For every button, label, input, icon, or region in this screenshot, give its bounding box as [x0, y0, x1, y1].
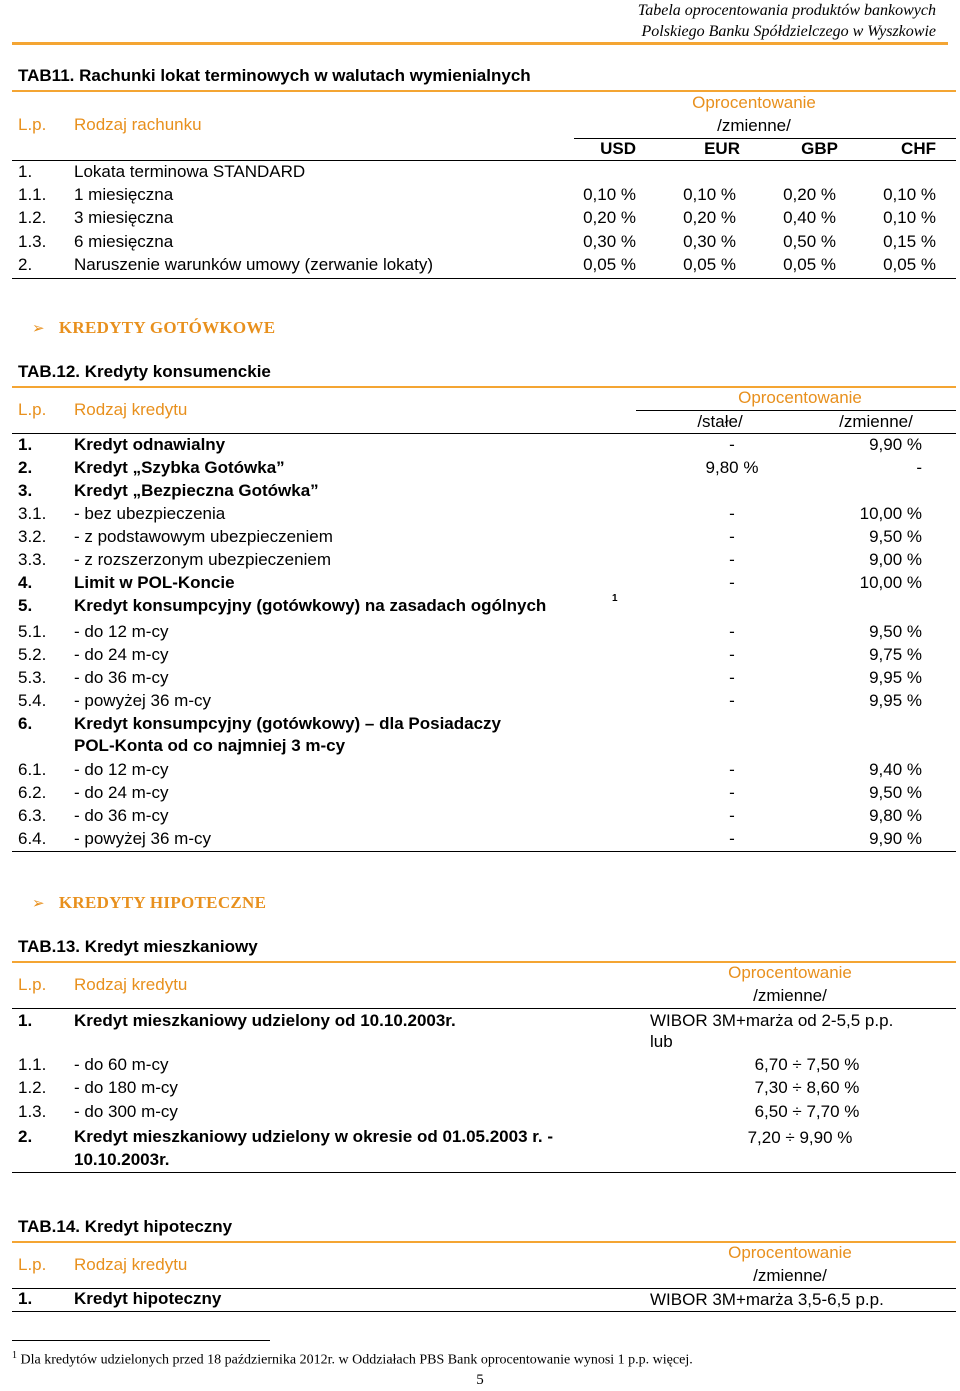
- tab13-r2-name2: 10.10.2003r.: [74, 1150, 170, 1169]
- tab14-bottom-rule: [12, 1311, 956, 1312]
- table-row: [12, 645, 956, 668]
- table-row: [12, 1078, 956, 1101]
- rate-variable: 9,40 %: [869, 760, 922, 779]
- table-row: [12, 691, 956, 714]
- row-name: - do 12 m-cy: [74, 622, 169, 641]
- tab13-r1-val: WIBOR 3M+marża od 2-5,5 p.p.: [650, 1011, 894, 1030]
- rate-eur: 0,30 %: [683, 232, 736, 251]
- rate-variable: 9,95 %: [869, 668, 922, 687]
- row-lp: 5.: [18, 596, 33, 615]
- section-kredyty-gotowkowe: [32, 318, 275, 338]
- rate-variable: 9,95 %: [869, 691, 922, 710]
- currency-eur: EUR: [704, 139, 740, 158]
- rate-variable: 10,00 %: [859, 573, 922, 592]
- row-name: Lokata terminowa STANDARD: [74, 162, 306, 181]
- row-name: Kredyt konsumpcyjny (gotówkowy) na zasadach ogólnych: [74, 596, 547, 615]
- table-row: [12, 573, 956, 596]
- row-lp: 4.: [18, 573, 33, 592]
- row-rate: 6,50 ÷ 7,70 %: [754, 1102, 860, 1121]
- table-row: [12, 527, 956, 550]
- rate-variable: 9,80 %: [869, 806, 922, 825]
- row-name: 1 miesięczna: [74, 185, 174, 204]
- tab13-col-lp: L.p.: [18, 975, 47, 994]
- tab14-col-name: Rodzaj kredytu: [74, 1255, 188, 1274]
- rate-variable: 10,00 %: [859, 504, 922, 523]
- row-rate: 6,70 ÷ 7,50 %: [754, 1055, 860, 1074]
- rate-gbp: 0,05 %: [783, 255, 836, 274]
- rate-gbp: 0,20 %: [783, 185, 836, 204]
- rate-fixed: -: [729, 550, 735, 569]
- row-lp: 2.: [18, 255, 33, 274]
- row-lp: 3.3.: [18, 550, 47, 569]
- tab14-r1-name: Kredyt hipoteczny: [74, 1289, 222, 1308]
- tab11-top-rule: [12, 90, 956, 92]
- tab12-col-lp: L.p.: [18, 400, 47, 419]
- tab14-r1-val: WIBOR 3M+marża 3,5-6,5 p.p.: [650, 1290, 884, 1309]
- tab13-col-rate-sub: /zmienne/: [753, 986, 827, 1005]
- table-row: [12, 504, 956, 527]
- row-lp: 5.1.: [18, 622, 47, 641]
- rate-variable: 9,90 %: [869, 435, 922, 454]
- tab11-title: TAB11. Rachunki lokat terminowych w walutach wymienialnych: [18, 66, 531, 85]
- rate-variable: 9,50 %: [869, 527, 922, 546]
- page-number: 5: [476, 1372, 484, 1388]
- tab14-r1-lp: 1.: [18, 1289, 33, 1308]
- tab11-col-lp: L.p.: [18, 115, 47, 134]
- row-name: - do 24 m-cy: [74, 783, 169, 802]
- row-name: - do 12 m-cy: [74, 760, 169, 779]
- row-lp: 3.: [18, 481, 33, 500]
- tab12-title: TAB.12. Kredyty konsumenckie: [18, 362, 271, 381]
- tab11-col-name: Rodzaj rachunku: [74, 115, 202, 134]
- tab14-col-rate-sub: /zmienne/: [753, 1266, 827, 1285]
- row-name-cont: POL-Konta od co najmniej 3 m-cy: [74, 736, 346, 755]
- tab13-title: TAB.13. Kredyt mieszkaniowy: [18, 937, 258, 956]
- row-lp: 1.2.: [18, 1078, 47, 1097]
- table-row: [12, 162, 956, 185]
- tab11-col-rate-sub: /zmienne/: [717, 116, 791, 135]
- row-name: Naruszenie warunków umowy (zerwanie lokaty): [74, 255, 434, 274]
- rate-usd: 0,10 %: [583, 185, 636, 204]
- row-name: - do 300 m-cy: [74, 1102, 178, 1121]
- rate-variable: 9,00 %: [869, 550, 922, 569]
- rate-chf: 0,10 %: [883, 185, 936, 204]
- rate-variable: 9,90 %: [869, 829, 922, 848]
- footnote: [12, 1350, 693, 1369]
- rate-variable: 9,75 %: [869, 645, 922, 664]
- row-lp: 6.4.: [18, 829, 47, 848]
- rate-usd: 0,20 %: [583, 208, 636, 227]
- row-name: - do 36 m-cy: [74, 668, 169, 687]
- tab12-col-rate: Oprocentowanie: [738, 388, 862, 407]
- rate-fixed: -: [729, 527, 735, 546]
- table-row: [12, 255, 956, 278]
- table-row: [12, 1102, 956, 1125]
- row-lp: 6.: [18, 714, 33, 733]
- row-name: Limit w POL-Koncie: [74, 573, 235, 592]
- rate-fixed: -: [729, 668, 735, 687]
- currency-usd: USD: [600, 139, 636, 158]
- table-row: [12, 714, 956, 755]
- row-lp: 3.1.: [18, 504, 47, 523]
- tab11-bottom-rule: [12, 278, 956, 279]
- row-lp: 1.1.: [18, 1055, 47, 1074]
- tab13-r2-val: 7,20 ÷ 9,90 %: [747, 1128, 853, 1147]
- rate-fixed: -: [729, 573, 735, 592]
- table-row: [12, 435, 956, 458]
- arrow-right-icon: ➢: [32, 319, 45, 337]
- rate-usd: 0,05 %: [583, 255, 636, 274]
- row-lp: 6.1.: [18, 760, 47, 779]
- row-rate: 7,30 ÷ 8,60 %: [754, 1078, 860, 1097]
- tab13-col-rate: Oprocentowanie: [728, 963, 852, 982]
- tab14-col-rate: Oprocentowanie: [728, 1243, 852, 1262]
- table-row: [12, 481, 956, 504]
- header-divider: [12, 42, 948, 45]
- rate-chf: 0,15 %: [883, 232, 936, 251]
- tab13-r2-name: Kredyt mieszkaniowy udzielony w okresie od 01.05.2003 r. -: [74, 1127, 554, 1146]
- row-name: - powyżej 36 m-cy: [74, 829, 211, 848]
- tab11-header-rule: [12, 160, 956, 161]
- row-name: 6 miesięczna: [74, 232, 174, 251]
- rate-fixed: -: [729, 806, 735, 825]
- row-name: Kredyt „Bezpieczna Gotówka”: [74, 481, 319, 500]
- section-kredyty-hipoteczne: [32, 893, 266, 913]
- table-row: [12, 760, 956, 783]
- tab14-title: TAB.14. Kredyt hipoteczny: [18, 1217, 233, 1236]
- rate-variable: 9,50 %: [869, 783, 922, 802]
- row-name: 3 miesięczna: [74, 208, 174, 227]
- rate-gbp: 0,40 %: [783, 208, 836, 227]
- table-row: [12, 593, 956, 619]
- row-lp: 6.3.: [18, 806, 47, 825]
- table-row: [12, 829, 956, 852]
- arrow-right-icon: ➢: [32, 894, 45, 912]
- rate-fixed: -: [729, 645, 735, 664]
- row-lp: 1.1.: [18, 185, 47, 204]
- row-name: - do 36 m-cy: [74, 806, 169, 825]
- tab13-col-name: Rodzaj kredytu: [74, 975, 188, 994]
- row-lp: 1.: [18, 162, 33, 181]
- rate-fixed: -: [729, 760, 735, 779]
- row-name: - z rozszerzonym ubezpieczeniem: [74, 550, 331, 569]
- section-title: KREDYTY GOTÓWKOWE: [58, 318, 276, 337]
- row-name: Kredyt „Szybka Gotówka”: [74, 458, 285, 477]
- rate-eur: 0,05 %: [683, 255, 736, 274]
- tab12-bottom-rule: [12, 851, 956, 852]
- rate-variable: -: [916, 458, 922, 477]
- tab13-r1-val2: lub: [650, 1032, 673, 1051]
- rate-fixed: -: [729, 829, 735, 848]
- rate-variable: 9,50 %: [869, 622, 922, 641]
- tab12-sub-rule: [636, 410, 956, 411]
- rate-usd: 0,30 %: [583, 232, 636, 251]
- table-row: [12, 622, 956, 645]
- rate-chf: 0,10 %: [883, 208, 936, 227]
- currency-chf: CHF: [901, 139, 936, 158]
- row-lp: 3.2.: [18, 527, 47, 546]
- row-name: - do 180 m-cy: [74, 1078, 178, 1097]
- tab11-col-rate: Oprocentowanie: [692, 93, 816, 112]
- row-name: - do 60 m-cy: [74, 1055, 169, 1074]
- row-lp: 1.3.: [18, 1102, 47, 1121]
- table-row: [12, 783, 956, 806]
- table-row: [12, 458, 956, 481]
- header-line-2: Polskiego Banku Spółdzielczego w Wyszkowie: [641, 23, 936, 40]
- tab13-r1-name: Kredyt mieszkaniowy udzielony od 10.10.2003r.: [74, 1011, 456, 1030]
- tab13-header-rule: [12, 1008, 956, 1009]
- footnote-divider: [12, 1340, 270, 1341]
- rate-eur: 0,20 %: [683, 208, 736, 227]
- document-header: [638, 0, 936, 42]
- row-name: Kredyt konsumpcyjny (gotówkowy) – dla Posiadaczy: [74, 714, 501, 733]
- rate-fixed: 9,80 %: [705, 458, 759, 477]
- tab12-col-fixed: /stałe/: [697, 412, 743, 431]
- row-name: Kredyt odnawialny: [74, 435, 226, 454]
- rate-fixed: -: [729, 435, 735, 454]
- tab12-col-var: /zmienne/: [839, 412, 913, 431]
- row-name: - z podstawowym ubezpieczeniem: [74, 527, 333, 546]
- currency-gbp: GBP: [801, 139, 838, 158]
- table-row: [12, 185, 956, 208]
- footnote-ref: 1: [612, 593, 618, 604]
- row-name: - do 24 m-cy: [74, 645, 169, 664]
- footnote-number: 1: [12, 1350, 17, 1361]
- tab12-col-name: Rodzaj kredytu: [74, 400, 188, 419]
- table-row: [12, 806, 956, 829]
- row-name: - powyżej 36 m-cy: [74, 691, 211, 710]
- tab13-r1-lp: 1.: [18, 1011, 33, 1030]
- row-lp: 5.4.: [18, 691, 47, 710]
- section-title: KREDYTY HIPOTECZNE: [58, 893, 267, 912]
- row-lp: 2.: [18, 458, 33, 477]
- tab13-r2-lp: 2.: [18, 1127, 33, 1146]
- rate-eur: 0,10 %: [683, 185, 736, 204]
- table-row: [12, 232, 956, 255]
- row-lp: 1.3.: [18, 232, 47, 251]
- row-lp: 6.2.: [18, 783, 47, 802]
- header-line-1: Tabela oprocentowania produktów bankowych: [637, 2, 936, 19]
- table-row: [12, 668, 956, 691]
- row-lp: 1.2.: [18, 208, 47, 227]
- row-name: - bez ubezpieczenia: [74, 504, 226, 523]
- tab12-header-rule: [12, 433, 956, 434]
- row-lp: 1.: [18, 435, 33, 454]
- rate-gbp: 0,50 %: [783, 232, 836, 251]
- rate-fixed: -: [729, 504, 735, 523]
- tab11-currency-row: [12, 139, 956, 162]
- rate-chf: 0,05 %: [883, 255, 936, 274]
- row-lp: 5.3.: [18, 668, 47, 687]
- table-row: [12, 208, 956, 231]
- table-row: [12, 1055, 956, 1078]
- tab14-col-lp: L.p.: [18, 1255, 47, 1274]
- rate-fixed: -: [729, 691, 735, 710]
- rate-fixed: -: [729, 622, 735, 641]
- footnote-text: Dla kredytów udzielonych przed 18 października 2012r. w Oddziałach PBS Bank oprocentowanie wynosi 1 p.p. więcej.: [20, 1352, 693, 1368]
- tab13-bottom-rule: [12, 1172, 956, 1173]
- table-row: [12, 550, 956, 573]
- rate-fixed: -: [729, 783, 735, 802]
- row-lp: 5.2.: [18, 645, 47, 664]
